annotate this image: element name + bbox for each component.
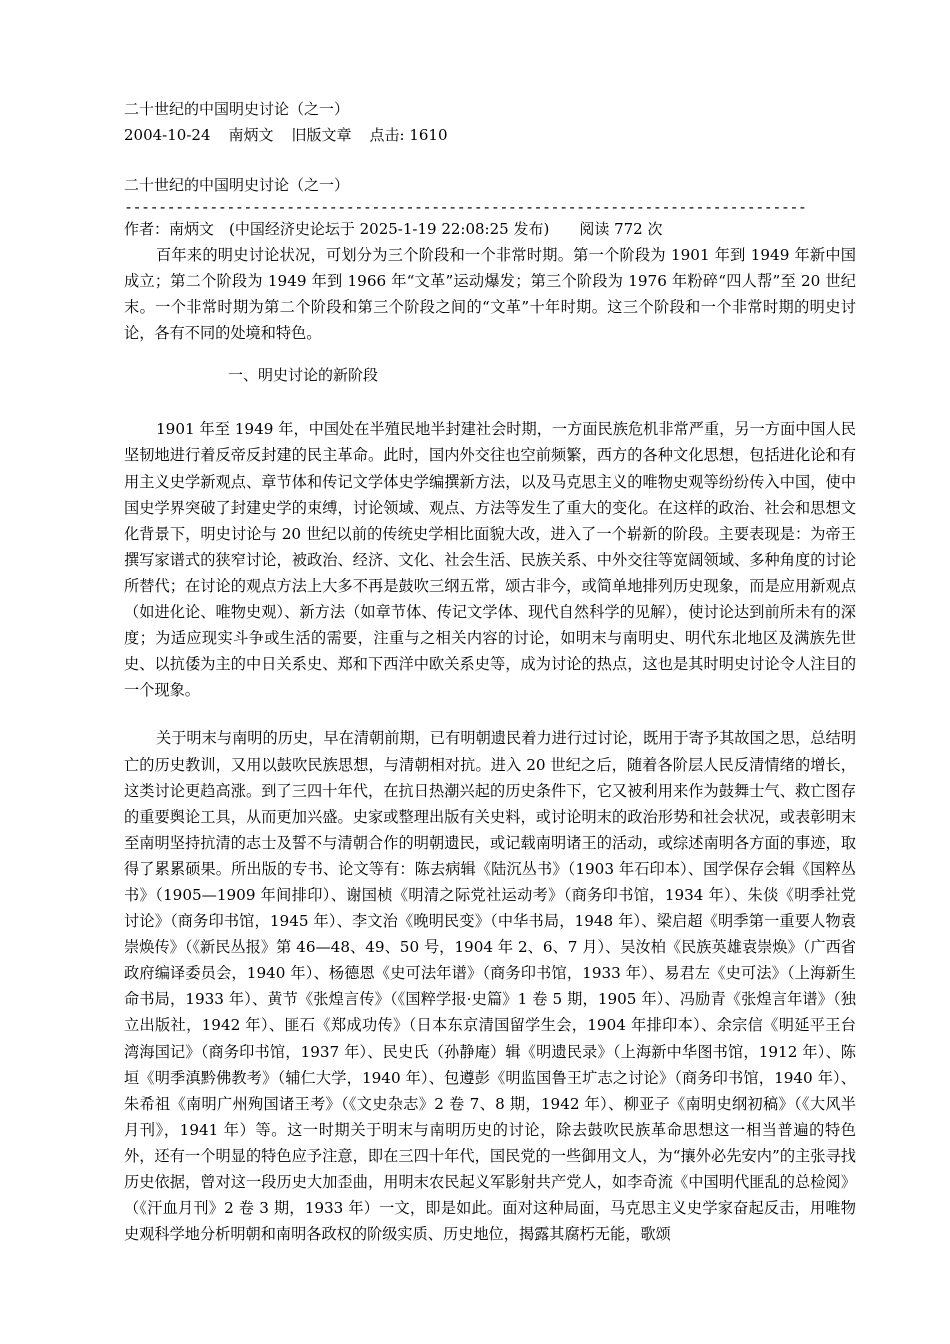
- body-paragraph-2: 关于明末与南明的历史，早在清朝前期，已有明朝遗民着力进行过讨论，既用于寄予其故国之思，总结明亡的历史教训，又用以鼓吹民族思想，与清朝相对抗。进入 20 世纪之后，随着各阶层人民反清情绪的增长，这类讨论更趋高涨。到了三四十年代，在抗日热潮兴起的历史条件下，它又被利用来作为鼓舞士气、救亡图存的重要舆论工具，从而更加兴盛。史家或整理出版有关史料，或讨论明末的政治形势和社会状况，或表彰明末至南明坚持抗清的志士及誓不与清朝合作的明朝遗民，或记载南明诸王的活动，或综述南明各方面的事迹，取得了累累硕果。所出版的专书、论文等有：陈去病辑《陆沉丛书》（1903 年石印本）、国学保存会辑《国粹丛书》（1905—1909 年间排印）、谢国桢《明清之际党社运动考》（商务印书馆，1934 年）、朱倓《明季社党讨论》（商务印书馆，1945 年）、李文治《晚明民变》（中华书局，1948 年）、梁启超《明季第一重要人物袁崇焕传》（《新民丛报》第 46—48、49、50 号，1904 年 2、6、7 月）、吴汝柏《民族英雄袁崇焕》（广西省政府编译委员会，1940 年）、杨德恩《史可法年谱》（商务印书馆，1933 年）、易君左《史可法》（上海新生命书局，1933 年）、黄节《张煌言传》（《国粹学报·史篇》1 卷 5 期，1905 年）、冯励青《张煌言年谱》（独立出版社，1942 年）、匪石《郑成功传》（日本东京清国留学生会，1904 年排印本）、余宗信《明延平王台湾海国记》（商务印书馆，1937 年）、民史氏（孙静庵）辑《明遗民录》（上海新中华图书馆，1912 年）、陈垣《明季滇黔佛教考》（辅仁大学，1940 年）、包遵彭《明监国鲁王圹志之讨论》（商务印书馆，1940 年）、朱希祖《南明广州殉国诸王考》（《文史杂志》2 卷 7、8 期，1942 年）、柳亚子《南明史纲初稿》（《大风半月刊》，1941 年）等。这一时期关于明末与南明历史的讨论，除去鼓吹民族革命思想这一相当普遍的特色外，还有一个明显的特色应予注意，即在三四十年代，国民党的一些御用文人，为“攘外必先安内”的主张寻找历史依据，曾对这一段历史大加歪曲，用明末农民起义军影射共产党人，如李奇流《中国明代匪乱的总检阅》（《汗血月刊》2 卷 3 期，1933 年）一文，即是如此。面对这种局面，马克思主义史学家奋起反击，用唯物史观科学地分析明朝和南明各政权的阶级实质、历史地位，揭露其腐朽无能，歌颂: [124, 729, 856, 1244]
- section-heading: 一、明史讨论的新阶段: [228, 366, 379, 385]
- header-clicks: 点击: 1610: [369, 126, 448, 144]
- header-category: 旧版文章: [291, 126, 352, 144]
- header-meta: [124, 122, 856, 148]
- header-author: 南炳文: [228, 126, 274, 144]
- header-title: 二十世纪的中国明史讨论（之一）: [124, 100, 350, 118]
- article-title: 二十世纪的中国明史讨论（之一）: [124, 176, 350, 194]
- body-paragraph-1: 1901 年至 1949 年，中国处在半殖民地半封建社会时期，一方面民族危机非常严重，另一方面中国人民坚韧地进行着反帝反封建的民主革命。此时，国内外交往也空前频繁，西方的各种文化思想，包括进化论和有用主义史学新观点、章节体和传记文学体史学编撰新方法，以及马克思主义的唯物史观等纷纷传入中国，使中国史学界突破了封建史学的束缚，讨论领域、观点、方法等发生了重大的变化。在这样的政治、社会和思想文化背景下，明史讨论与 20 世纪以前的传统史学相比面貌大改，进入了一个崭新的阶段。主要表现是：为帝王撰写家谱式的狭窄讨论，被政治、经济、文化、社会生活、民族关系、中外交往等宽阔领域、多种角度的讨论所替代；在讨论的观点方法上大多不再是鼓吹三纲五常，颂古非今，或简单地排列历史现象，而是应用新观点（如进化论、唯物史观）、新方法（如章节体、传记文学体、现代自然科学的见解），使讨论达到前所未有的深度；为适应现实斗争或生活的需要，注重与之相关内容的讨论，如明末与南明史、明代东北地区及满族先世史、以抗倭为主的中日关系史、郑和下西洋中欧关系史等，成为讨论的热点，这也是其时明史讨论令人注目的一个现象。: [124, 420, 856, 700]
- separator-line: --------------------------------------------------------------------------------: [124, 198, 807, 216]
- header-date: 2004-10-24: [124, 126, 211, 144]
- document-page: [124, 96, 856, 1247]
- byline: 作者：南炳文 (中国经济史论坛于 2025-1-19 22:08:25 发布) 阅读 772 次: [124, 220, 663, 238]
- intro-paragraph: 百年来的明史讨论状况，可划分为三个阶段和一个非常时期。第一个阶段为 1901 年到 1949 年新中国成立；第二个阶段为 1949 年到 1966 年“文革”运动爆发；第三个阶段为 1976 年粉碎“四人帮”至 20 世纪末。一个非常时期为第二个阶段和第三个阶段之间的“文革”十年时期。这三个阶段和一个非常时期的明史讨论，各有不同的处境和特色。: [124, 246, 856, 343]
